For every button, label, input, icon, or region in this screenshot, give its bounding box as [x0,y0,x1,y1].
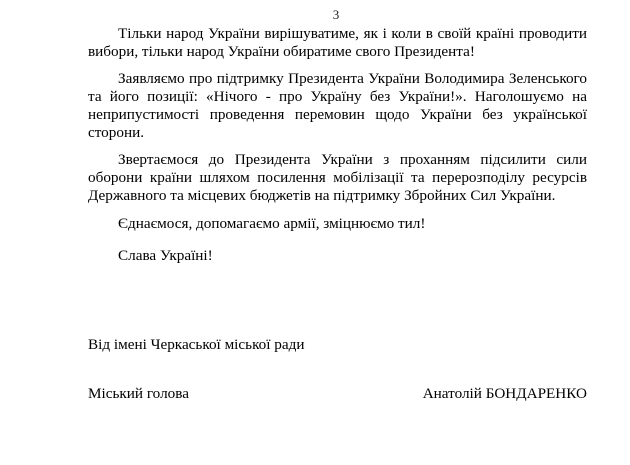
paragraph-glory: Слава Україні! [118,247,213,264]
signature-on-behalf: Від імені Черкаської міської ради [88,336,305,353]
paragraph-unity: Єднаємося, допомагаємо армії, зміцнюємо тил! [118,215,426,232]
signature-name: Анатолій БОНДАРЕНКО [422,385,587,402]
paragraph-elections: Тільки народ України вирішуватиме, як і коли в своїй країні проводити вибори, тільки народ України обиратиме свого Президента! [88,25,587,60]
signature-position: Міський голова [88,385,189,402]
paragraph-appeal: Звертаємося до Президента України з проханням підсилити сили оборони країни шляхом посилення мобілізації та перерозподілу ресурсів Державного та місцевих бюджетів на підтримку Збройних Сил України. [88,151,587,204]
paragraph-support-president: Заявляємо про підтримку Президента України Володимира Зеленського та його позиції: «Нічого - про Україну без України!». Наголошуємо на неприпустимості проведення перемовин щодо України без української сторони. [88,70,587,141]
signature-row [88,385,587,403]
page-number: 3 [332,7,340,22]
